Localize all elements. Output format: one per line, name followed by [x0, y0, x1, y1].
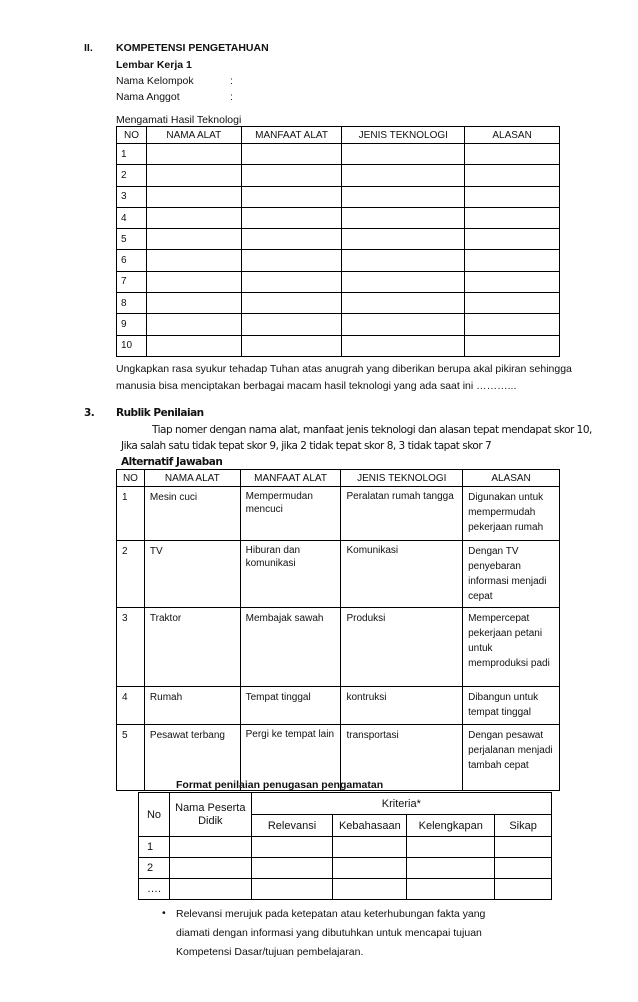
table-row	[117, 541, 560, 608]
row-number: 7	[117, 271, 147, 292]
reflection-line: Ungkapkan rasa syukur tehadap Tuhan atas anugrah yang diberikan berupa akal pikiran sehingga	[116, 363, 572, 375]
worksheet-table	[116, 126, 560, 357]
cell-no: 3	[117, 608, 145, 687]
table-row	[117, 335, 560, 356]
header-jenis-teknologi: JENIS TEKNOLOGI	[342, 127, 465, 144]
table-row	[139, 879, 552, 900]
cell-manfaat: Membajak sawah	[240, 608, 341, 687]
cell-alat: Pesawat terbang	[144, 725, 240, 791]
cell-manfaat: Pergi ke tempat lain	[240, 725, 341, 791]
table-row	[117, 271, 560, 292]
relevance-note	[176, 905, 546, 962]
section-number: 3.	[84, 407, 95, 419]
note-line: Relevansi merujuk pada ketepatan atau keterhubungan fakta yang	[176, 908, 486, 920]
cell-jenis: Peralatan rumah tangga	[341, 487, 463, 541]
row-number: 3	[117, 186, 147, 207]
cell-no: 1	[117, 487, 145, 541]
section-title: Rublik Penilaian	[116, 407, 204, 419]
header-nama-alat: NAMA ALAT	[144, 470, 240, 487]
row-number: 6	[117, 250, 147, 271]
table-caption: Mengamati Hasil Teknologi	[116, 114, 242, 126]
cell-alat: Rumah	[144, 687, 240, 725]
cell-alasan: Dibangun untuk tempat tinggal	[463, 687, 560, 725]
row-number: ….	[139, 879, 170, 900]
answers-table	[116, 469, 560, 791]
header-sikap: Sikap	[495, 815, 552, 837]
row-number: 5	[117, 229, 147, 250]
table-row	[117, 165, 560, 186]
cell-alat: Traktor	[144, 608, 240, 687]
table-row	[117, 687, 560, 725]
cell-manfaat: Mempermudan mencuci	[240, 487, 341, 541]
table-row	[117, 314, 560, 335]
reflection-text	[116, 361, 576, 395]
row-number: 4	[117, 207, 147, 228]
row-number: 10	[117, 335, 147, 356]
section-title: KOMPETENSI PENGETAHUAN	[116, 42, 269, 54]
cell-alat: Mesin cuci	[144, 487, 240, 541]
table-row	[117, 229, 560, 250]
worksheet-title: Lembar Kerja 1	[116, 59, 192, 71]
header-no: No	[139, 793, 170, 837]
assessment-table	[138, 792, 552, 900]
member-name-colon: :	[230, 91, 233, 103]
table-row	[139, 858, 552, 879]
cell-jenis: transportasi	[341, 725, 463, 791]
note-line: diamati dengan informasi yang dibutuhkan untuk mencapai tujuan	[176, 927, 482, 939]
cell-no: 2	[117, 541, 145, 608]
row-number: 1	[139, 837, 170, 858]
cell-alasan: Dengan TV penyebaran informasi menjadi cepat	[463, 541, 560, 608]
row-number: 1	[117, 144, 147, 165]
row-number: 2	[139, 858, 170, 879]
member-name-label: Nama Anggot	[116, 91, 180, 103]
answers-title: Alternatif Jawaban	[121, 456, 223, 468]
table-row	[117, 293, 560, 314]
reflection-line: manusia bisa menciptakan berbagai macam hasil teknologi yang ada saat ini ………...	[116, 380, 517, 392]
cell-alasan: Dengan pesawat perjalanan menjadi tambah cepat	[463, 725, 560, 791]
note-line: Kompetensi Dasar/tujuan pembelajaran.	[176, 946, 364, 958]
cell-no: 4	[117, 687, 145, 725]
assessment-title: Format penilaian penugasan pengamatan	[176, 779, 384, 791]
header-jenis-teknologi: JENIS TEKNOLOGI	[341, 470, 463, 487]
cell-no: 5	[117, 725, 145, 791]
header-nama-alat: NAMA ALAT	[146, 127, 241, 144]
bullet-icon: •	[162, 907, 166, 919]
header-kebahasaan: Kebahasaan	[333, 815, 407, 837]
table-row	[117, 250, 560, 271]
table-row	[117, 144, 560, 165]
header-manfaat-alat: MANFAAT ALAT	[240, 470, 341, 487]
cell-alat: TV	[144, 541, 240, 608]
cell-manfaat: Tempat tinggal	[240, 687, 341, 725]
rubric-desc-line2: Jika salah satu tidak tepat skor 9, jika 2 tidak tepat skor 8, 3 tidak tapat skor 7	[121, 440, 492, 452]
table-row	[117, 207, 560, 228]
cell-alasan: Digunakan untuk mempermudah pekerjaan rumah	[463, 487, 560, 541]
header-kelengkapan: Kelengkapan	[407, 815, 495, 837]
header-relevansi: Relevansi	[251, 815, 333, 837]
table-row	[117, 608, 560, 687]
header-no: NO	[117, 470, 145, 487]
header-nama-peserta: Nama Peserta Didik	[169, 793, 251, 837]
cell-alasan: Mempercepat pekerjaan petani untuk memproduksi padi	[463, 608, 560, 687]
rubric-desc-line1: Tiap nomer dengan nama alat, manfaat jenis teknologi dan alasan tepat mendapat skor 10,	[152, 424, 592, 436]
row-number: 2	[117, 165, 147, 186]
header-alasan: ALASAN	[463, 470, 560, 487]
header-alasan: ALASAN	[465, 127, 560, 144]
cell-jenis: Produksi	[341, 608, 463, 687]
table-row	[117, 186, 560, 207]
section-number: II.	[84, 42, 93, 54]
row-number: 9	[117, 314, 147, 335]
cell-jenis: kontruksi	[341, 687, 463, 725]
group-name-label: Nama Kelompok	[116, 75, 194, 87]
table-row	[139, 837, 552, 858]
cell-jenis: Komunikasi	[341, 541, 463, 608]
group-name-colon: :	[230, 75, 233, 87]
table-row	[117, 487, 560, 541]
header-no: NO	[117, 127, 147, 144]
row-number: 8	[117, 293, 147, 314]
cell-manfaat: Hiburan dan komunikasi	[240, 541, 341, 608]
header-kriteria: Kriteria*	[251, 793, 551, 815]
header-manfaat-alat: MANFAAT ALAT	[241, 127, 342, 144]
